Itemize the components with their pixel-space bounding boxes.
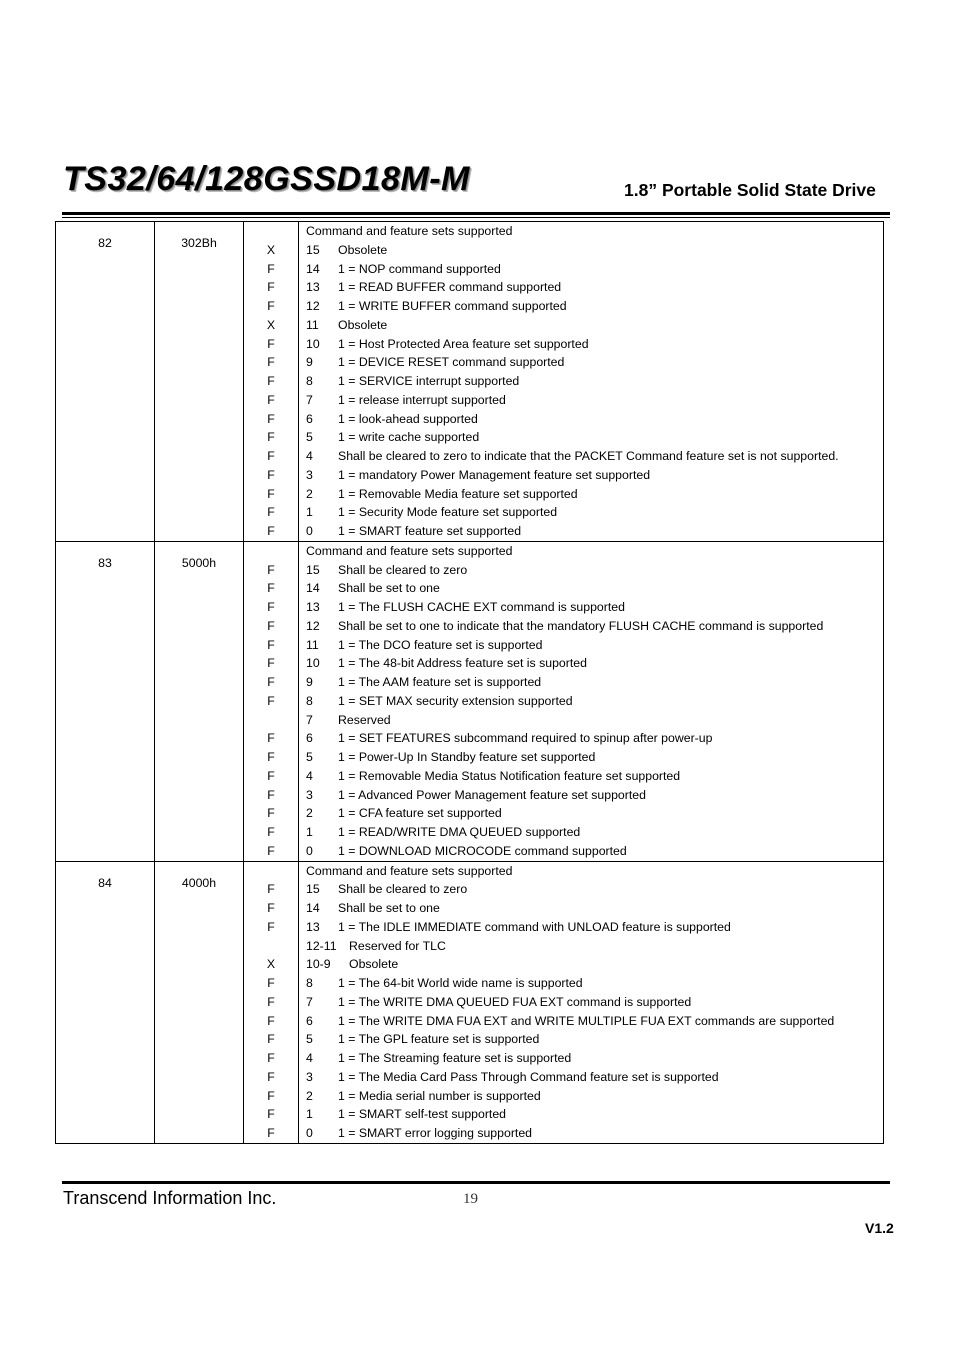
bit-number: 4 — [306, 768, 313, 783]
bit-flag: F — [267, 901, 275, 915]
bit-line — [306, 598, 883, 617]
bit-description: Obsolete — [338, 242, 388, 257]
bit-line — [306, 692, 883, 711]
flags-cell — [244, 222, 299, 542]
bit-number: 0 — [306, 524, 313, 538]
bit-description: Obsolete — [349, 957, 399, 972]
bit-line — [306, 335, 883, 354]
bit-line — [306, 428, 883, 447]
bit-line — [306, 1105, 883, 1124]
bit-number: 13 — [306, 600, 320, 614]
bit-flag: F — [267, 392, 275, 407]
bit-description: 1 = Power-Up In Standby feature set supported — [338, 750, 596, 764]
bit-description: 1 = mandatory Power Management feature set supported — [338, 467, 651, 482]
flag-spacer — [244, 542, 298, 561]
bit-number: 10 — [306, 656, 320, 671]
bit-number: 6 — [306, 1013, 313, 1028]
bit-flag: F — [267, 261, 275, 276]
bit-number: 3 — [306, 467, 313, 482]
bit-description: 1 = The WRITE DMA QUEUED FUA EXT command is supported — [338, 994, 692, 1009]
bit-line — [306, 617, 883, 636]
bit-description: 1 = Removable Media feature set supported — [338, 486, 578, 501]
bit-flag: F — [267, 280, 275, 295]
bit-number: 15 — [306, 562, 320, 577]
bit-description: 1 = NOP command supported — [338, 261, 501, 276]
bit-number: 2 — [306, 486, 313, 501]
bit-flag: F — [267, 411, 275, 426]
bit-description: 1 = release interrupt supported — [338, 392, 506, 407]
bit-flag: F — [267, 675, 275, 689]
bit-flag: F — [267, 1088, 275, 1103]
bit-number: 13 — [306, 919, 320, 934]
bit-description: Shall be cleared to zero — [338, 882, 468, 897]
bit-number: 8 — [306, 374, 313, 388]
bit-line — [306, 1049, 883, 1068]
bit-flag: F — [267, 505, 275, 520]
bit-line — [306, 391, 883, 410]
bit-description: 1 = The Media Card Pass Through Command feature set is supported — [338, 1069, 719, 1084]
bit-flag: F — [267, 374, 275, 388]
bit-flag: F — [267, 430, 275, 445]
bit-line — [306, 937, 883, 956]
bit-flag: F — [267, 825, 275, 839]
bit-line — [306, 466, 883, 485]
bit-number: 1 — [306, 1107, 313, 1122]
bit-flag: F — [267, 467, 275, 482]
bit-description: 1 = SET FEATURES subcommand required to spinup after power-up — [338, 731, 713, 746]
bit-description: 1 = Host Protected Area feature set supported — [338, 336, 589, 351]
bit-description: 1 = look-ahead supported — [338, 411, 478, 426]
bit-flag: X — [266, 242, 276, 257]
bit-number: 14 — [306, 901, 320, 915]
footer-rule — [62, 1181, 890, 1184]
bit-number: 13 — [306, 280, 320, 295]
bit-description: 1 = The Streaming feature set is supported — [338, 1051, 572, 1065]
bit-number: 10 — [306, 336, 320, 351]
version-label: V1.2 — [865, 1220, 894, 1236]
bit-line — [306, 1068, 883, 1087]
bit-description: 1 = Media serial number is supported — [338, 1088, 541, 1103]
bit-number: 11 — [306, 637, 319, 652]
document-title: TS32/64/128GSSD18M-M — [63, 160, 470, 198]
bit-number: 14 — [306, 581, 320, 596]
bit-flag: F — [267, 562, 275, 577]
header-rule-thin — [62, 217, 890, 218]
bit-line — [306, 842, 883, 861]
bit-description: Shall be set to one — [338, 581, 440, 596]
bit-number: 5 — [306, 430, 313, 445]
bit-line — [306, 372, 883, 391]
bit-flag — [244, 711, 298, 730]
bit-line — [306, 955, 883, 974]
bit-flag: F — [267, 1126, 275, 1140]
bit-description: Shall be cleared to zero — [338, 562, 468, 577]
table-row — [56, 541, 884, 861]
bit-number: 4 — [306, 449, 313, 463]
bit-number: 6 — [306, 731, 313, 746]
bit-description: 1 = The WRITE DMA FUA EXT and WRITE MULTIPLE FUA EXT commands are supported — [338, 1013, 835, 1028]
bit-number: 15 — [306, 882, 320, 897]
bit-description: 1 = The DCO feature set is supported — [338, 637, 543, 652]
bit-description: Reserved for TLC — [349, 938, 446, 953]
bit-description: 1 = The FLUSH CACHE EXT command is supported — [338, 600, 625, 614]
bit-description: 1 = SMART error logging supported — [338, 1126, 533, 1140]
bit-flag: F — [267, 299, 275, 313]
bit-line — [306, 579, 883, 598]
bit-line — [306, 729, 883, 748]
bit-flag: F — [267, 600, 275, 614]
page-number: 19 — [463, 1191, 478, 1207]
bit-number: 2 — [306, 1088, 313, 1103]
bit-line — [306, 297, 883, 316]
bit-flag: F — [267, 731, 275, 746]
bit-description: 1 = WRITE BUFFER command supported — [338, 299, 567, 313]
bit-line — [306, 993, 883, 1012]
bit-flag: F — [267, 486, 275, 501]
bit-description: 1 = CFA feature set supported — [338, 806, 502, 821]
bit-description: 1 = SMART feature set supported — [338, 524, 522, 538]
bit-line — [306, 522, 883, 541]
word-number-cell: 82 — [56, 222, 155, 542]
bit-description: 1 = The AAM feature set is supported — [338, 675, 542, 689]
table-row — [56, 222, 884, 542]
description-heading: Command and feature sets supported — [306, 224, 513, 238]
bit-description: 1 = The 64-bit World wide name is supported — [338, 976, 583, 990]
bit-line — [306, 654, 883, 673]
bit-description: Obsolete — [338, 317, 388, 332]
bit-number: 8 — [306, 693, 313, 708]
word-number-cell: 84 — [56, 861, 155, 1143]
bit-line — [306, 899, 883, 918]
bit-flag: F — [267, 581, 275, 596]
default-value-cell: 302Bh — [155, 222, 244, 542]
word-number-cell: 83 — [56, 541, 155, 861]
bit-line — [306, 804, 883, 823]
bit-line — [306, 353, 883, 372]
bit-flag: X — [266, 957, 276, 972]
bit-line — [306, 748, 883, 767]
bit-number: 12 — [306, 618, 320, 633]
bit-flag: F — [267, 656, 275, 671]
bit-line — [306, 316, 883, 335]
bit-line — [306, 1124, 883, 1143]
bit-number: 8 — [306, 976, 313, 990]
bit-description: 1 = The GPL feature set is supported — [338, 1032, 540, 1047]
bit-flag: F — [267, 336, 275, 351]
bit-flag: F — [267, 1107, 275, 1122]
bit-flag: F — [267, 1013, 275, 1028]
bit-line — [306, 241, 883, 260]
spec-table-body — [56, 222, 884, 1144]
bit-number: 12 — [306, 299, 320, 313]
bit-flag — [244, 937, 298, 956]
bit-line — [306, 410, 883, 429]
bit-flag: F — [267, 449, 275, 463]
bit-number: 7 — [306, 994, 313, 1009]
bit-number: 0 — [306, 1126, 313, 1140]
bit-flag: F — [267, 1069, 275, 1084]
bit-flag: F — [267, 976, 275, 990]
bit-description: 1 = Removable Media Status Notification feature set supported — [338, 768, 681, 783]
bit-line — [306, 1012, 883, 1031]
bit-line — [306, 636, 883, 655]
flag-spacer — [244, 222, 298, 241]
bit-number: 7 — [306, 712, 313, 727]
bit-flag: X — [266, 317, 276, 332]
bit-description: 1 = SERVICE interrupt supported — [338, 374, 520, 388]
bit-flag: F — [267, 355, 275, 370]
bit-number: 12-11 — [306, 938, 337, 953]
bit-flag: F — [267, 1032, 275, 1047]
bit-number: 10-9 — [306, 957, 331, 972]
bit-description: Shall be set to one — [338, 901, 440, 915]
bit-description: 1 = Advanced Power Management feature set supported — [338, 787, 646, 802]
bit-description: Shall be set to one to indicate that the mandatory FLUSH CACHE command is supported — [338, 618, 824, 633]
bit-number: 14 — [306, 261, 320, 276]
bit-description: 1 = SMART self-test supported — [338, 1107, 507, 1122]
bit-flag: F — [267, 1051, 275, 1065]
bit-number: 3 — [306, 787, 313, 802]
bit-flag: F — [267, 750, 275, 764]
bit-flag: F — [267, 994, 275, 1009]
bit-description: 1 = write cache supported — [338, 430, 480, 445]
bit-number: 1 — [306, 825, 313, 839]
bit-flag: F — [267, 524, 275, 538]
default-value-cell: 4000h — [155, 861, 244, 1143]
bit-flag: F — [267, 787, 275, 802]
bit-description: Shall be cleared to zero to indicate that the PACKET Command feature set is not supported. — [338, 449, 839, 463]
bit-description: 1 = SET MAX security extension supported — [338, 693, 573, 708]
bit-line — [306, 673, 883, 692]
bit-description: 1 = The IDLE IMMEDIATE command with UNLOAD feature is supported — [338, 919, 731, 934]
bit-flag: F — [267, 618, 275, 633]
description-heading: Command and feature sets supported — [306, 543, 513, 558]
default-value-cell: 5000h — [155, 541, 244, 861]
bit-number: 15 — [306, 242, 320, 257]
bit-flag: F — [267, 919, 275, 934]
description-cell — [299, 861, 884, 1143]
identify-spec-table — [55, 221, 884, 1144]
bit-number: 1 — [306, 505, 313, 520]
bit-description: 1 = Security Mode feature set supported — [338, 505, 558, 520]
bit-line — [306, 974, 883, 993]
bit-description: 1 = DEVICE RESET command supported — [338, 355, 565, 370]
bit-line — [306, 1087, 883, 1106]
bit-flag: F — [267, 843, 275, 858]
flags-cell — [244, 541, 299, 861]
bit-description: 1 = DOWNLOAD MICROCODE command supported — [338, 843, 627, 858]
bit-line — [306, 260, 883, 279]
bit-line — [306, 711, 883, 730]
bit-number: 5 — [306, 750, 313, 764]
description-heading: Command and feature sets supported — [306, 863, 513, 878]
bit-number: 7 — [306, 392, 313, 407]
bit-flag: F — [267, 693, 275, 708]
bit-number: 9 — [306, 675, 313, 689]
bit-number: 6 — [306, 411, 313, 426]
bit-line — [306, 918, 883, 937]
bit-flag: F — [267, 768, 275, 783]
bit-line — [306, 503, 883, 522]
bit-number: 9 — [306, 355, 313, 370]
bit-line — [306, 561, 883, 580]
description-cell — [299, 541, 884, 861]
bit-description: 1 = READ BUFFER command supported — [338, 280, 562, 295]
table-row — [56, 861, 884, 1143]
bit-line — [306, 880, 883, 899]
description-cell — [299, 222, 884, 542]
flag-spacer — [244, 862, 298, 881]
bit-flag: F — [267, 806, 275, 821]
bit-description: 1 = READ/WRITE DMA QUEUED supported — [338, 825, 581, 839]
bit-line — [306, 278, 883, 297]
bit-line — [306, 767, 883, 786]
flags-cell — [244, 861, 299, 1143]
bit-line — [306, 1030, 883, 1049]
bit-number: 0 — [306, 843, 313, 858]
bit-line — [306, 786, 883, 805]
bit-line — [306, 823, 883, 842]
header-rule — [62, 212, 890, 215]
company-name: Transcend Information Inc. — [63, 1188, 277, 1208]
bit-line — [306, 447, 883, 466]
bit-description: 1 = The 48-bit Address feature set is suported — [338, 656, 587, 671]
bit-flag: F — [267, 882, 275, 897]
bit-description: Reserved — [338, 712, 391, 727]
bit-number: 11 — [306, 317, 319, 332]
bit-number: 2 — [306, 806, 313, 821]
bit-number: 3 — [306, 1069, 313, 1084]
bit-flag: F — [267, 637, 275, 652]
bit-number: 4 — [306, 1051, 313, 1065]
bit-number: 5 — [306, 1032, 313, 1047]
bit-line — [306, 485, 883, 504]
document-subtitle: 1.8” Portable Solid State Drive — [624, 180, 876, 200]
